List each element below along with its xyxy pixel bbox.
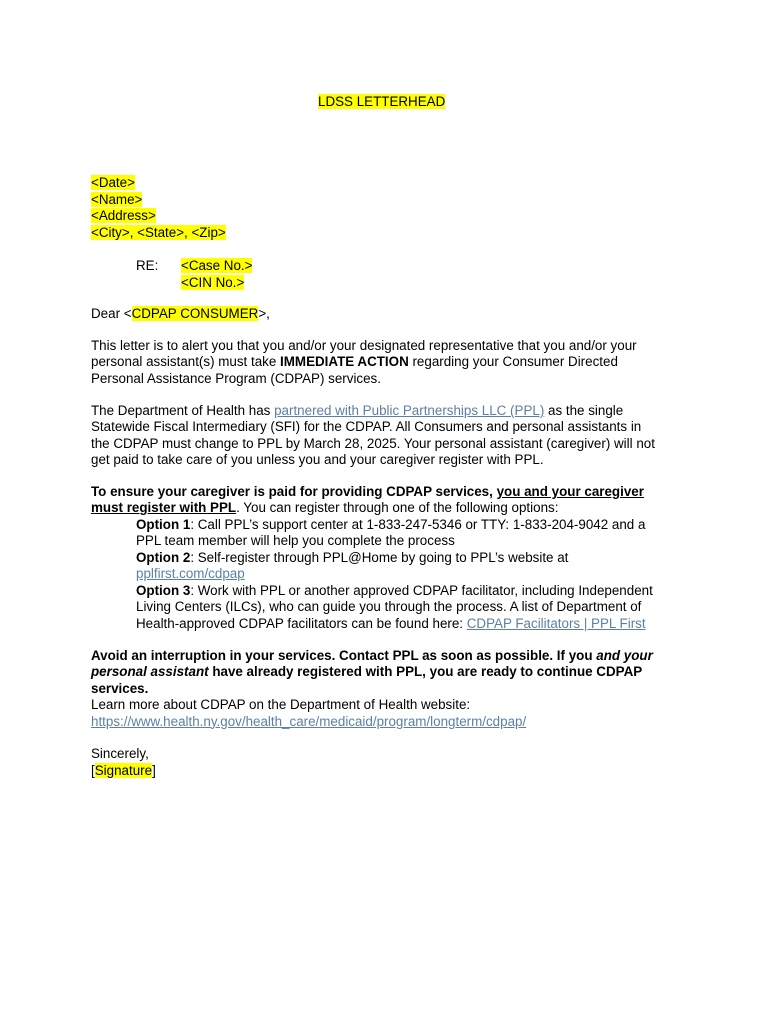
paragraph-register: To ensure your caregiver is paid for providing CDPAP services, you and your caregiver must register with PPL. You can register through one of the following options: — [91, 484, 644, 516]
address-city-state-zip: <City>, <State>, <Zip> — [91, 224, 226, 240]
address-block — [91, 175, 226, 241]
case-number: <Case No.> — [181, 258, 253, 273]
paragraph-alert: This letter is to alert you that you and/or your designated representative that you and/or your personal assistant(s) must take IMMEDIATE ACTION regarding your Consumer Directed Personal Assistance Program (CDPAP) services. — [91, 338, 637, 386]
signature-placeholder: Signature — [94, 763, 153, 778]
option-3: Option 3: Work with PPL or another approved CDPAP facilitator, including Independent Living Centers (ILCs), who can guide you through the process. A list of Department of Health-approved CDPAP facilitators can be found here: CDPAP Facilitators | PPL First — [136, 583, 653, 631]
cin-number: <CIN No.> — [181, 274, 245, 290]
address-street: <Address> — [91, 208, 156, 223]
option-1: Option 1: Call PPL’s support center at 1-833-247-5346 or TTY: 1-833-204-9042 and a PPL team member will help you complete the process — [136, 517, 646, 549]
signature-line: [Signature] — [91, 763, 156, 778]
letterhead: LDSS LETTERHEAD — [318, 94, 446, 109]
consumer-name: CDPAP CONSUMER — [131, 306, 259, 321]
address-date: <Date> — [91, 175, 135, 190]
closing: Sincerely, — [91, 746, 149, 761]
salutation: Dear <CDPAP CONSUMER>, — [91, 306, 270, 321]
paragraph-avoid-interruption: Avoid an interruption in your services. Contact PPL as soon as possible. If you and your personal assistant have already registered with PPL, you are ready to continue CDPAP services. Learn more about CDPAP on the Department of Health website: https://www.health.ny.gov/health_care/medicaid/program/longterm/cdpap/ — [91, 648, 653, 729]
paragraph-ppl-partnership: The Department of Health has partnered with Public Partnerships LLC (PPL) as the single Statewide Fiscal Intermediary (SFI) for the CDPAP. All Consumers and personal assistants in the CDPAP must change to PPL by March 28, 2025. Your personal assistant (caregiver) will not get paid to take care of you unless you and your caregiver register with PPL. — [91, 403, 655, 468]
re-values — [181, 258, 252, 291]
address-name: <Name> — [91, 191, 143, 207]
doh-cdpap-website-link[interactable]: https://www.health.ny.gov/health_care/medicaid/program/longterm/cdpap/ — [91, 713, 527, 729]
re-label: RE: — [136, 258, 159, 273]
pplfirst-cdpap-link[interactable]: pplfirst.com/cdpap — [136, 566, 245, 582]
cdpap-facilitators-link[interactable]: CDPAP Facilitators | PPL First — [466, 615, 646, 631]
option-2: Option 2: Self-register through PPL@Home by going to PPL’s website at pplfirst.com/cdpap — [136, 550, 569, 582]
ppl-partnership-link[interactable]: partnered with Public Partnerships LLC (PPL) — [274, 403, 545, 418]
